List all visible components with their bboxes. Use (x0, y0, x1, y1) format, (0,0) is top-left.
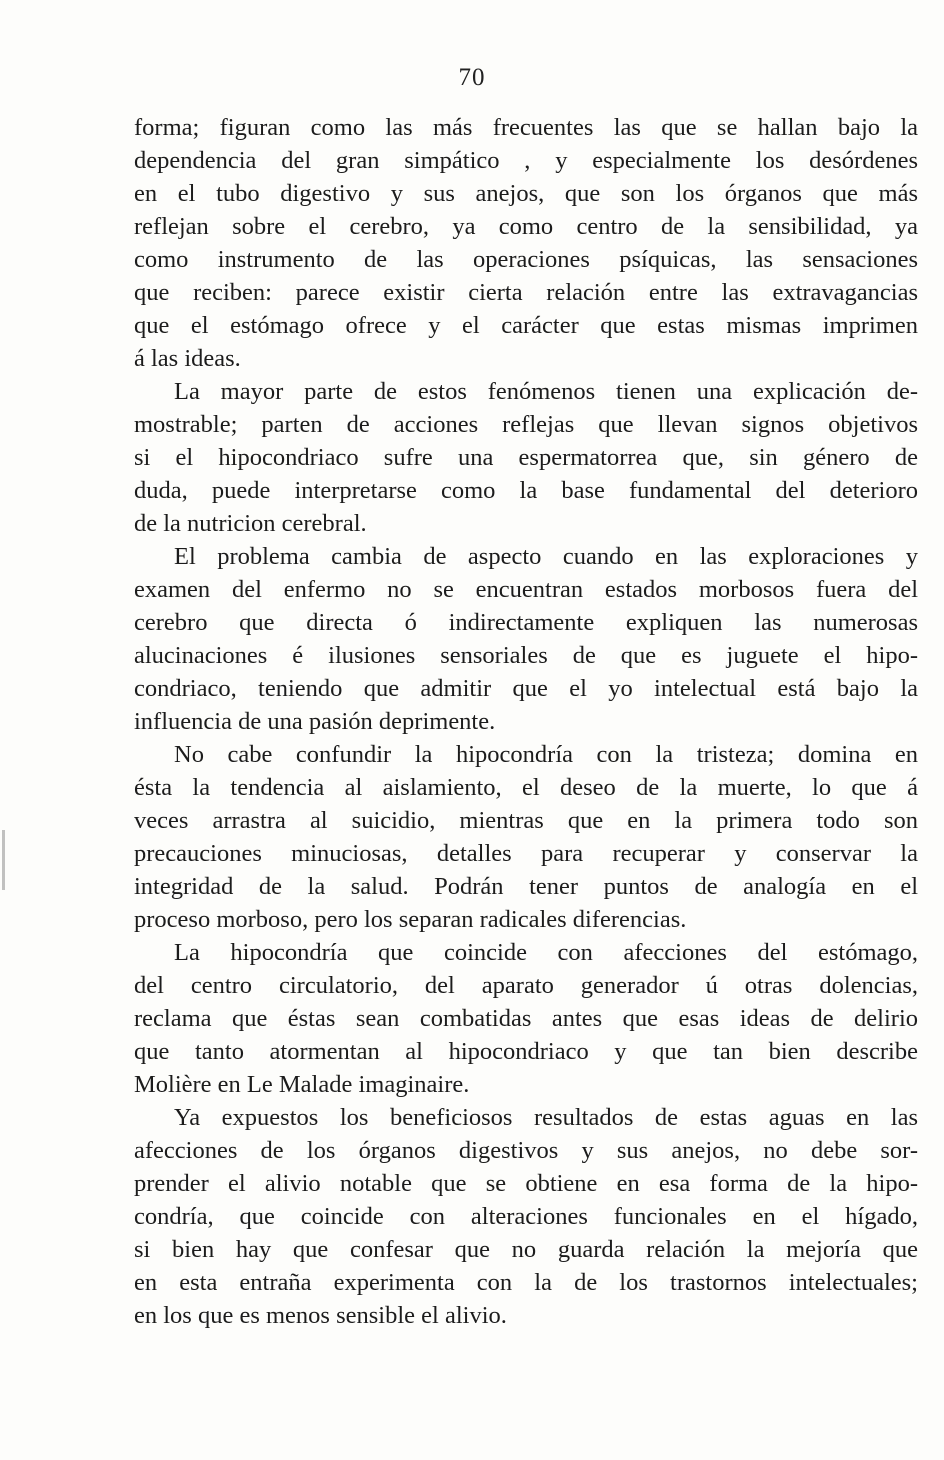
text-line: forma; figuran como las más frecuentes las que se hallan bajo la (134, 114, 918, 141)
text-line: La mayor parte de estos fenómenos tienen una explicación de- (174, 378, 918, 405)
paragraph (134, 540, 918, 738)
text-line: á las ideas. (134, 345, 241, 372)
text-line: si el hipocondriaco sufre una espermatorrea que, sin género de (134, 444, 918, 471)
text-line: precauciones minuciosas, detalles para recuperar y conservar la (134, 840, 918, 867)
text-line: ésta la tendencia al aislamiento, el deseo de la muerte, lo que á (134, 774, 918, 801)
text-line: que tanto atormentan al hipocondriaco y que tan bien describe (134, 1038, 918, 1065)
body-text (134, 111, 918, 1332)
text-line: reclama que éstas sean combatidas antes que esas ideas de delirio (134, 1005, 918, 1032)
text-line: condría, que coincide con alteraciones funcionales en el hígado, (134, 1203, 918, 1230)
text-line: integridad de la salud. Podrán tener puntos de analogía en el (134, 873, 918, 900)
text-line: como instrumento de las operaciones psíquicas, las sensaciones (134, 246, 918, 273)
text-line: duda, puede interpretarse como la base fundamental del deterioro (134, 477, 918, 504)
text-line: alucinaciones é ilusiones sensoriales de que es juguete el hipo- (134, 642, 918, 669)
text-line: prender el alivio notable que se obtiene en esa forma de la hipo- (134, 1170, 918, 1197)
text-line: que reciben: parece existir cierta relación entre las extravagancias (134, 279, 918, 306)
text-line: en los que es menos sensible el alivio. (134, 1302, 507, 1329)
paragraph (134, 375, 918, 540)
text-line: afecciones de los órganos digestivos y sus anejos, no debe sor- (134, 1137, 918, 1164)
paragraph (134, 738, 918, 936)
text-line: reflejan sobre el cerebro, ya como centro de la sensibilidad, ya (134, 213, 918, 240)
text-line: La hipocondría que coincide con afecciones del estómago, (174, 939, 918, 966)
margin-mark (2, 830, 5, 890)
text-line: de la nutricion cerebral. (134, 510, 367, 537)
text-line: si bien hay que confesar que no guarda relación la mejoría que (134, 1236, 918, 1263)
text-line: en el tubo digestivo y sus anejos, que son los órganos que más (134, 180, 918, 207)
text-line: influencia de una pasión deprimente. (134, 708, 496, 735)
text-line: Ya expuestos los beneficiosos resultados de estas aguas en las (174, 1104, 918, 1131)
text-line: cerebro que directa ó indirectamente expliquen las numerosas (134, 609, 918, 636)
paragraph (134, 936, 918, 1101)
text-line: en esta entraña experimenta con la de los trastornos intelectuales; (134, 1269, 918, 1296)
text-line: que el estómago ofrece y el carácter que estas mismas imprimen (134, 312, 918, 339)
text-line: condriaco, teniendo que admitir que el yo intelectual está bajo la (134, 675, 918, 702)
text-line: proceso morboso, pero los separan radicales diferencias. (134, 906, 687, 933)
text-line: Molière en Le Malade imaginaire. (134, 1071, 470, 1098)
text-line: No cabe confundir la hipocondría con la tristeza; domina en (174, 741, 918, 768)
text-line: El problema cambia de aspecto cuando en las exploraciones y (174, 543, 918, 570)
paragraph (134, 111, 918, 375)
text-line: dependencia del gran simpático , y especialmente los desórdenes (134, 147, 918, 174)
paragraph (134, 1101, 918, 1332)
text-line: veces arrastra al suicidio, mientras que en la primera todo son (134, 807, 918, 834)
text-line: del centro circulatorio, del aparato generador ú otras dolencias, (134, 972, 918, 999)
text-line: mostrable; parten de acciones reflejas que llevan signos objetivos (134, 411, 918, 438)
text-line: examen del enfermo no se encuentran estados morbosos fuera del (134, 576, 918, 603)
page-number: 70 (458, 64, 486, 91)
